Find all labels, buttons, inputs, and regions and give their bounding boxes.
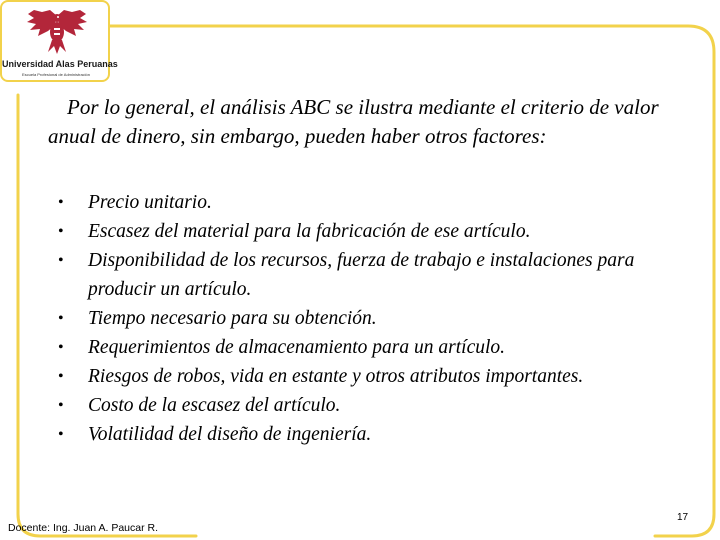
footer-author: Docente: Ing. Juan A. Paucar R. <box>8 522 159 534</box>
intro-paragraph: Por lo general, el análisis ABC se ilustra mediante el criterio de valor anual de dinero, sin embargo, pueden haber otros factores: <box>48 95 659 148</box>
university-tagline: Escuela Profesional de Administración <box>21 72 91 77</box>
list-item: • Precio unitario. <box>48 188 688 217</box>
list-item: • Requerimientos de almacenamiento para un artículo. <box>48 333 688 362</box>
list-item: • Escasez del material para la fabricación de ese artículo. <box>48 217 688 246</box>
list-item: • Disponibilidad de los recursos, fuerza de trabajo e instalaciones para producir un artículo. <box>48 246 688 304</box>
university-name: Universidad Alas Peruanas <box>2 59 118 69</box>
list-item: • Riesgos de robos, vida en estante y otros atributos importantes. <box>48 362 688 391</box>
condor-emblem-icon <box>24 6 90 56</box>
list-item: • Volatilidad del diseño de ingeniería. <box>48 420 688 449</box>
list-item: • Tiempo necesario para su obtención. <box>48 304 688 333</box>
factors-list <box>48 188 688 449</box>
list-item: • Costo de la escasez del artículo. <box>48 391 688 420</box>
page-number: 17 <box>677 512 689 523</box>
university-logo <box>0 0 118 82</box>
